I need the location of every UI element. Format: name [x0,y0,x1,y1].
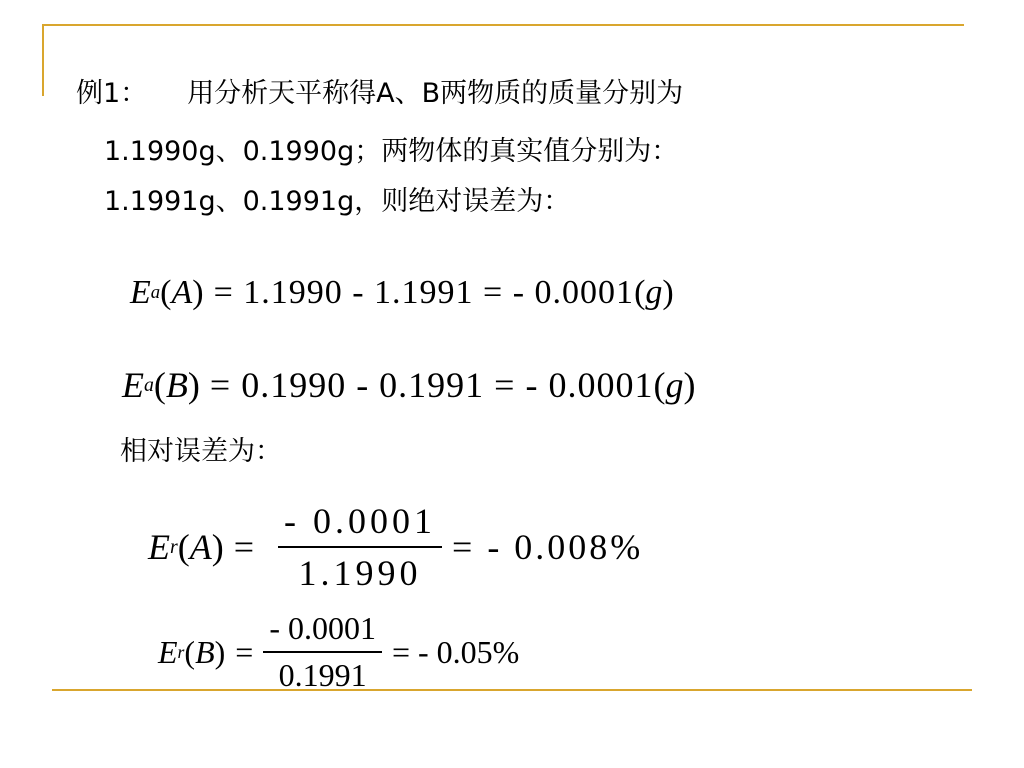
equation-expression: = 0.1990 - 0.1991 = - 0.0001 [209,365,654,405]
error-argument: B [165,365,188,405]
relative-error-heading: 相对误差为： [120,436,282,467]
left-decorative-line [42,24,44,96]
equation-result: = - 0.05% [391,633,520,670]
example-text-3: 1.1991g、0.1991g，则绝对误差为： [104,186,571,217]
error-subscript: r [170,535,178,558]
error-argument: A [171,274,193,311]
fraction-numerator: - 0.0001 [284,501,437,541]
fraction [278,500,442,594]
relative-error-equation-a: E r ( A ) = $\frac{- 0.0001}{1.1990}$ = - 0.008% [148,501,644,593]
error-subscript: r [177,641,185,662]
error-argument: A [189,527,212,567]
error-argument: B [195,633,215,670]
unit: g [645,274,663,311]
fraction-numerator: - 0.0001 [269,610,376,646]
relative-error-equation-b: E r ( B ) = $\frac{- 0.0001}{0.1991}$ = - 0.05% [158,610,520,693]
top-decorative-line [42,24,964,26]
example-label: 例1： [76,78,148,109]
equation-result: = - 0.008% [452,527,644,567]
error-subscript: a [144,373,154,396]
example-intro-line [76,80,683,107]
absolute-error-equation-a: E a ( A ) = 1.1990 - 1.1991 = - 0.0001 ( g ) [130,274,674,311]
example-text-1: 用分析天平称得A、B两物质的质量分别为 [187,78,684,109]
unit: g [665,365,684,405]
absolute-error-equation-b: E a ( B ) = 0.1990 - 0.1991 = - 0.0001 ( g ) [122,365,696,405]
fraction-denominator: 0.1991 [278,657,367,693]
error-symbol: E [130,274,151,311]
error-symbol: E [122,365,144,405]
fraction [263,610,382,694]
equation-expression: = 1.1990 - 1.1991 = - 0.0001 [213,274,635,311]
error-symbol: E [148,527,170,567]
error-symbol: E [158,633,178,670]
example-text-2: 1.1990g、0.1990g；两物体的真实值分别为： [104,136,679,167]
fraction-denominator: 1.1990 [298,553,422,593]
error-subscript: a [150,282,161,303]
